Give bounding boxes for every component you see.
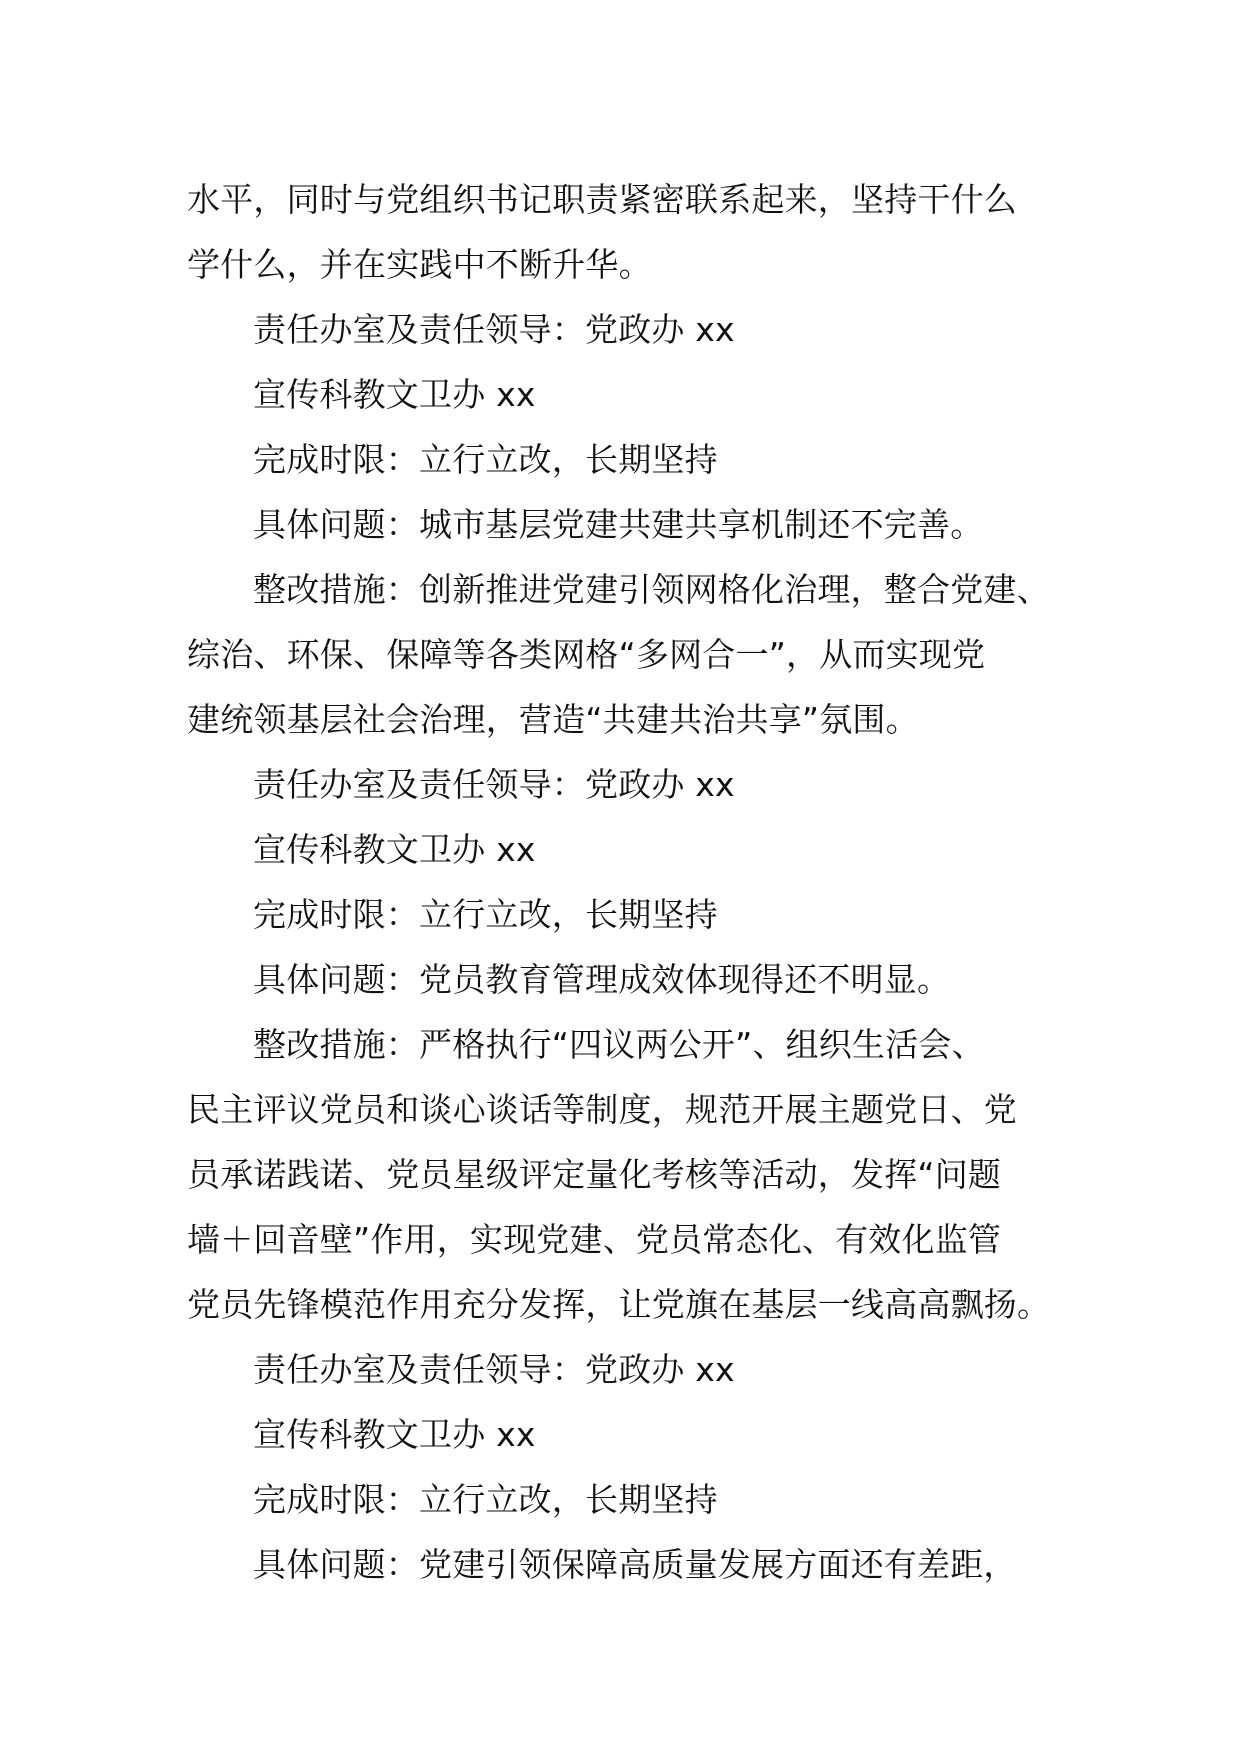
text-line: 责任办室及责任领导：党政办 xx (253, 1350, 735, 1389)
text-line: 责任办室及责任领导：党政办 xx (253, 310, 735, 349)
text-line: 员承诺践诺、党员星级评定量化考核等活动，发挥“问题 (187, 1155, 1002, 1194)
text-line: 学什么，并在实践中不断升华。 (187, 245, 652, 284)
text-line: 宣传科教文卫办 xx (253, 1415, 536, 1454)
text-line: 责任办室及责任领导：党政办 xx (253, 765, 735, 804)
text-line: 整改措施：严格执行“四议两公开”、组织生活会、 (253, 1025, 985, 1064)
text-line: 完成时限：立行立改，长期坚持 (253, 1480, 718, 1519)
text-line: 建统领基层社会治理，营造“共建共治共享”氛围。 (187, 700, 919, 739)
text-line: 宣传科教文卫办 xx (253, 375, 536, 414)
text-line: 整改措施：创新推进党建引领网格化治理，整合党建、 (253, 570, 1050, 609)
text-line: 宣传科教文卫办 xx (253, 830, 536, 869)
text-line: 具体问题：党建引领保障高质量发展方面还有差距， (253, 1545, 1017, 1584)
text-line: 墙＋回音壁”作用，实现党建、党员常态化、有效化监管 (187, 1220, 1002, 1259)
text-line: 民主评议党员和谈心谈话等制度，规范开展主题党日、党 (187, 1090, 1017, 1129)
text-line: 具体问题：党员教育管理成效体现得还不明显。 (253, 960, 951, 999)
text-line: 综治、环保、保障等各类网格“多网合一”，从而实现党 (187, 635, 986, 674)
document-body (187, 167, 1087, 1597)
text-line: 具体问题：城市基层党建共建共享机制还不完善。 (253, 505, 984, 544)
text-line: 党员先锋模范作用充分发挥，让党旗在基层一线高高飘扬。 (187, 1285, 1051, 1324)
text-line: 完成时限：立行立改，长期坚持 (253, 895, 718, 934)
text-line: 水平，同时与党组织书记职责紧密联系起来，坚持干什么 (187, 180, 1017, 219)
text-line: 完成时限：立行立改，长期坚持 (253, 440, 718, 479)
